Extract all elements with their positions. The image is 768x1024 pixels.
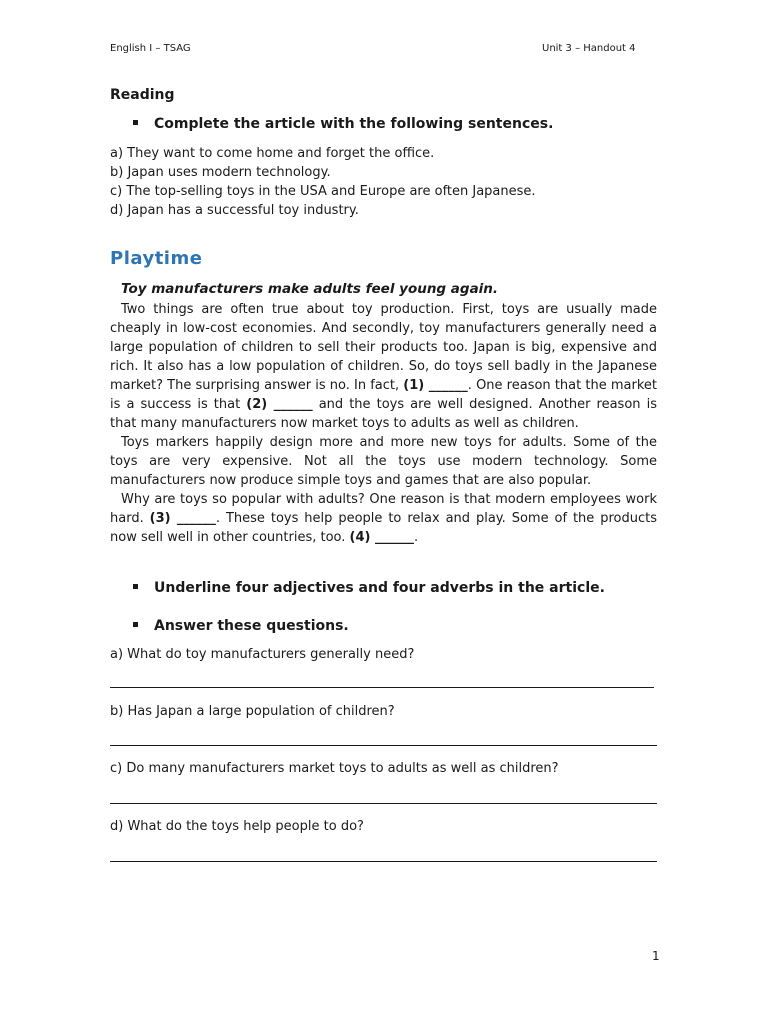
article-paragraph-1: Two things are often true about toy production. First, toys are usually made cheaply in low-cost economies. And secondly, toy manufacturers generally need a large population of children to sell their products too. Japan is big, expensive and rich. It also has a low population of children. So, do toys sell badly in the Japanese market? The surprising answer is no. In fact, (1) ______. One reason that the market is a success is that (2) ______ and the toys are well designed. Another reason is that many manufacturers now market toys to adults as well as children.: [110, 302, 657, 431]
article-paragraph-3: Why are toys so popular with adults? One reason is that modern employees work hard. (3) ______. These toys help people to relax and play. Some of the products now sell well in other countries, too. (4) ______.: [110, 492, 657, 545]
article-title: Playtime: [110, 248, 203, 269]
instruction-text: Underline four adjectives and four adverbs in the article.: [154, 580, 605, 596]
question-b: b) Has Japan a large population of children?: [110, 704, 395, 719]
option-a: a) They want to come home and forget the office.: [110, 146, 435, 161]
answer-line-d[interactable]: [110, 861, 657, 862]
question-d: d) What do the toys help people to do?: [110, 819, 364, 834]
instruction-underline: [133, 580, 605, 596]
header-right: Unit 3 – Handout 4: [542, 43, 636, 54]
answer-line-a[interactable]: [110, 687, 654, 688]
question-a: a) What do toy manufacturers generally need?: [110, 647, 415, 662]
gap-4: (4) ______: [349, 530, 415, 545]
article-subtitle: Toy manufacturers make adults feel young again.: [121, 281, 499, 297]
header-left: English I – TSAG: [110, 43, 191, 54]
page-number: 1: [652, 949, 660, 963]
gap-1: (1) ______: [403, 378, 468, 393]
instruction-complete: [133, 116, 553, 132]
bullet-square-icon: [133, 584, 138, 589]
instruction-text: Complete the article with the following sentences.: [154, 116, 554, 132]
option-d: d) Japan has a successful toy industry.: [110, 203, 359, 218]
bullet-square-icon: [133, 120, 138, 125]
answer-line-c[interactable]: [110, 803, 657, 804]
option-c: c) The top-selling toys in the USA and Europe are often Japanese.: [110, 184, 536, 199]
bullet-square-icon: [133, 622, 138, 627]
article-body: [110, 300, 657, 547]
question-c: c) Do many manufacturers market toys to adults as well as children?: [110, 761, 559, 776]
article-paragraph-2: Toys markers happily design more and more new toys for adults. Some of the toys are very expensive. Not all the toys use modern technology. Some manufacturers now produce simple toys and games that are also popular.: [110, 435, 657, 488]
option-b: b) Japan uses modern technology.: [110, 165, 331, 180]
section-title: Reading: [110, 87, 175, 103]
instruction-text: Answer these questions.: [154, 618, 349, 634]
gap-2: (2) ______: [246, 397, 313, 412]
gap-3: (3) ______: [149, 511, 216, 526]
instruction-answer: [133, 618, 349, 634]
answer-line-b[interactable]: [110, 745, 657, 746]
